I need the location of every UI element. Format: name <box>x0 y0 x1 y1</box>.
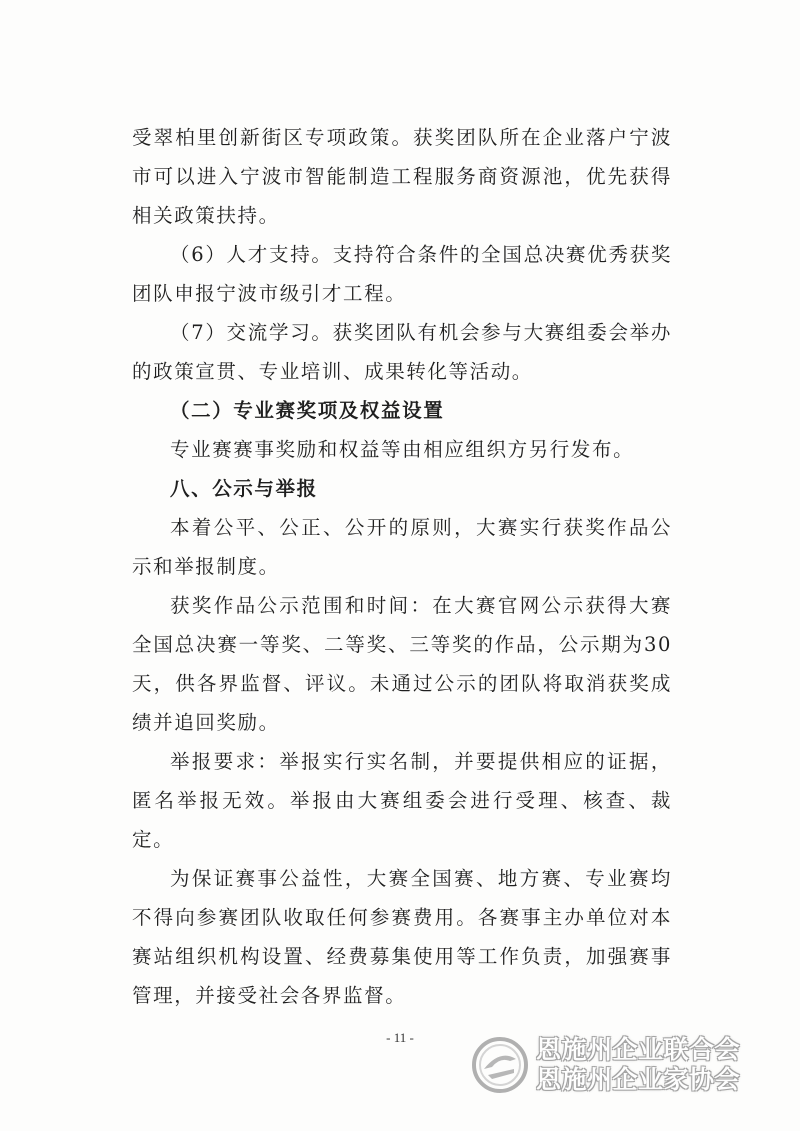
watermark-line-1: 恩施州企业联合会 <box>536 1035 741 1064</box>
body-paragraph: 为保证赛事公益性，大赛全国赛、地方赛、专业赛均不得向参赛团队收取任何参赛费用。各赛事主办单位对本赛站组织机构设置、经费募集使用等工作负责，加强赛事管理，并接受社会各界监督。 <box>132 867 672 1007</box>
watermark-line-2: 恩施州企业家协会 <box>536 1065 741 1094</box>
body-paragraph: （7）交流学习。获奖团队有机会参与大赛组委会举办的政策宣贯、专业培训、成果转化等活动。 <box>132 321 672 383</box>
page-number: - 11 - <box>386 1030 414 1045</box>
document-body <box>132 118 672 1015</box>
watermark-text <box>536 1035 740 1095</box>
watermark <box>470 1030 790 1100</box>
body-paragraph: 本着公平、公正、公开的原则，大赛实行获奖作品公示和举报制度。 <box>132 516 672 578</box>
body-paragraph: 举报要求：举报实行实名制，并要提供相应的证据，匿名举报无效。举报由大赛组委会进行受理、核查、裁定。 <box>132 750 672 851</box>
section-heading: （二）专业赛奖项及权益设置 <box>170 399 445 422</box>
body-paragraph: 受翠柏里创新街区专项政策。获奖团队所在企业落户宁波市可以进入宁波市智能制造工程服务商资源池，优先获得相关政策扶持。 <box>132 126 672 227</box>
enterprise-federation-logo-icon <box>470 1035 530 1095</box>
section-heading: 八、公示与举报 <box>170 477 318 500</box>
body-paragraph: 专业赛赛事奖励和权益等由相应组织方另行发布。 <box>170 438 635 461</box>
body-paragraph: （6）人才支持。支持符合条件的全国总决赛优秀获奖团队申报宁波市级引才工程。 <box>132 243 672 305</box>
body-paragraph: 获奖作品公示范围和时间：在大赛官网公示获得大赛全国总决赛一等奖、二等奖、三等奖的作品，公示期为30天，供各界监督、评议。未通过公示的团队将取消获奖成绩并追回奖励。 <box>132 594 672 734</box>
